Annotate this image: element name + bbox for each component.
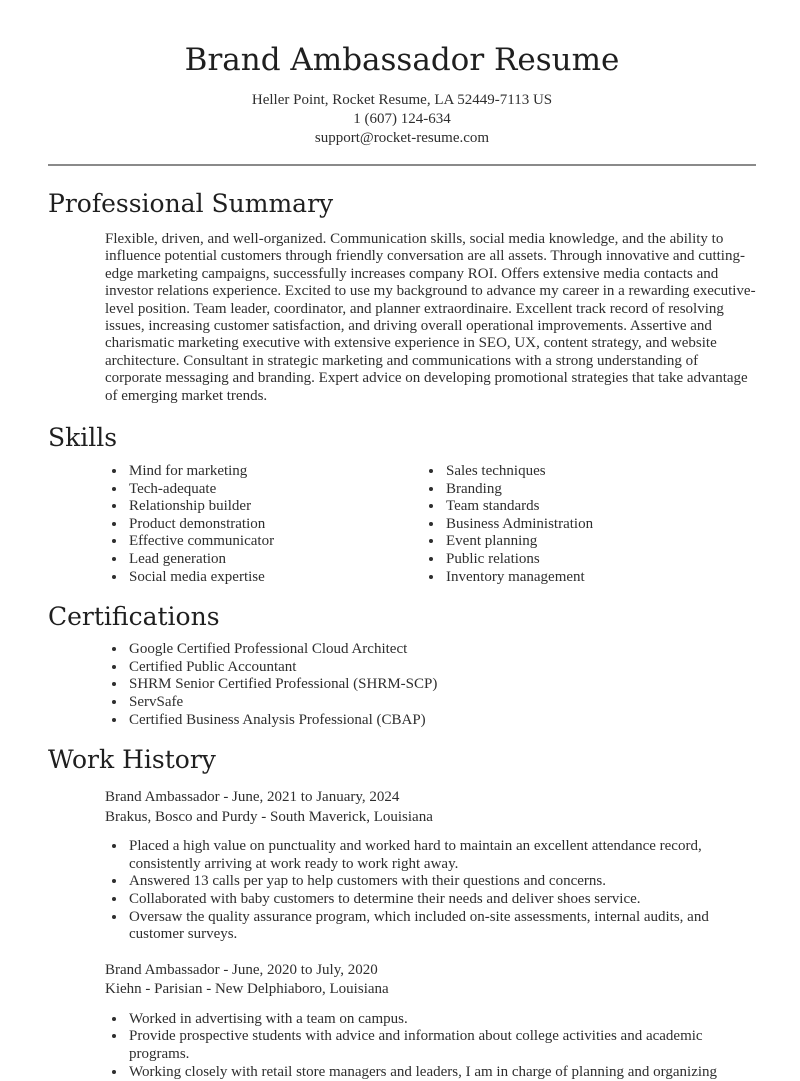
skill-item: • Mind for marketing: [127, 463, 402, 481]
job-bullet: • Collaborated with baby customers to determine their needs and deliver shoes service.: [127, 891, 756, 909]
job-bullet-list: [48, 1011, 756, 1081]
job-title-line: Brand Ambassador - June, 2020 to July, 2020: [105, 961, 378, 978]
skills-column-right: [402, 463, 756, 586]
job-bullet: • Worked in advertising with a team on campus.: [127, 1011, 756, 1029]
skills-column-left: [48, 463, 402, 586]
section-work-history: [48, 744, 756, 1081]
contact-block: [48, 91, 756, 148]
section-certifications: [48, 601, 756, 729]
job-entry: [48, 961, 756, 1081]
certification-item: • Certified Public Accountant: [127, 659, 756, 677]
skill-item: • Public relations: [444, 551, 756, 569]
skill-item: • Relationship builder: [127, 498, 402, 516]
skill-item: • Lead generation: [127, 551, 402, 569]
contact-phone: 1 (607) 124-634: [353, 111, 451, 127]
certification-item: • SHRM Senior Certified Professional (SHRM-SCP): [127, 676, 756, 694]
page-title: Brand Ambassador Resume: [184, 42, 620, 78]
contact-email: support@rocket-resume.com: [314, 130, 490, 146]
skill-item: • Tech-adequate: [127, 481, 402, 499]
skills-columns: [48, 463, 756, 586]
work-history-heading: Work History: [48, 745, 216, 775]
job-company-line: Kiehn - Parisian - New Delphiaboro, Louisiana: [105, 981, 389, 998]
skill-item: • Team standards: [444, 498, 756, 516]
skills-heading: Skills: [48, 423, 118, 453]
skill-item: • Branding: [444, 481, 756, 499]
skills-list-right: [402, 463, 756, 586]
section-skills: [48, 422, 756, 586]
skills-list-left: [48, 463, 402, 586]
certification-item: • ServSafe: [127, 694, 756, 712]
job-bullet: • Working closely with retail store managers and leaders, I am in charge of planning and organizing: [127, 1064, 756, 1081]
section-professional-summary: [48, 188, 756, 405]
job-bullet: • Provide prospective students with advice and information about college activities and academic programs.: [127, 1028, 756, 1063]
certifications-list: [48, 641, 756, 729]
job-entry: [48, 788, 756, 944]
skill-item: • Sales techniques: [444, 463, 756, 481]
skill-item: • Product demonstration: [127, 516, 402, 534]
summary-heading: Professional Summary: [48, 189, 334, 218]
certification-item: • Google Certified Professional Cloud Architect: [127, 641, 756, 659]
job-bullet-list: [48, 838, 756, 944]
job-bullet: • Answered 13 calls per yap to help customers with their questions and concerns.: [127, 873, 756, 891]
skill-item: • Effective communicator: [127, 533, 402, 551]
job-title-line: Brand Ambassador - June, 2021 to January, 2024: [105, 789, 400, 806]
job-bullet: • Oversaw the quality assurance program, which included on-site assessments, internal audits, and customer surveys.: [127, 909, 756, 944]
resume-header: [48, 40, 756, 166]
job-header: [105, 788, 756, 827]
skill-item: • Inventory management: [444, 569, 756, 587]
certification-item: • Certified Business Analysis Professional (CBAP): [127, 712, 756, 730]
skill-item: • Social media expertise: [127, 569, 402, 587]
skill-item: • Business Administration: [444, 516, 756, 534]
contact-address: Heller Point, Rocket Resume, LA 52449-7113 US: [251, 92, 553, 108]
header-divider: [48, 164, 756, 166]
job-header: [105, 961, 756, 1000]
job-company-line: Brakus, Bosco and Purdy - South Maverick, Louisiana: [105, 808, 433, 825]
certifications-heading: Certifications: [48, 602, 220, 632]
skill-item: • Event planning: [444, 533, 756, 551]
job-bullet: • Placed a high value on punctuality and worked hard to maintain an excellent attendance record, consistently arriving at work ready to work right away.: [127, 838, 756, 873]
summary-text: Flexible, driven, and well-organized. Communication skills, social media knowledge, and the ability to influence potential customers through friendly conversation are all assets. Through innovative and cutting-edge marketing campaigns, successfully increases company ROI. Offers extensive media contacts and investor relations experience. Excited to use my background to advance my career in a rewarding executive-level position. Team leader, coordinator, and planner extraordinaire. Excellent track record of resolving issues, increasing customer satisfaction, and driving overall operational improvements. Assertive and charismatic marketing executive with extensive experience in SEO, UX, content strategy, and website architecture. Consultant in strategic marketing and communications with a strong understanding of corporate messaging and branding. Expert advice on developing promotional strategies that take advantage of emerging market trends.: [105, 231, 756, 404]
